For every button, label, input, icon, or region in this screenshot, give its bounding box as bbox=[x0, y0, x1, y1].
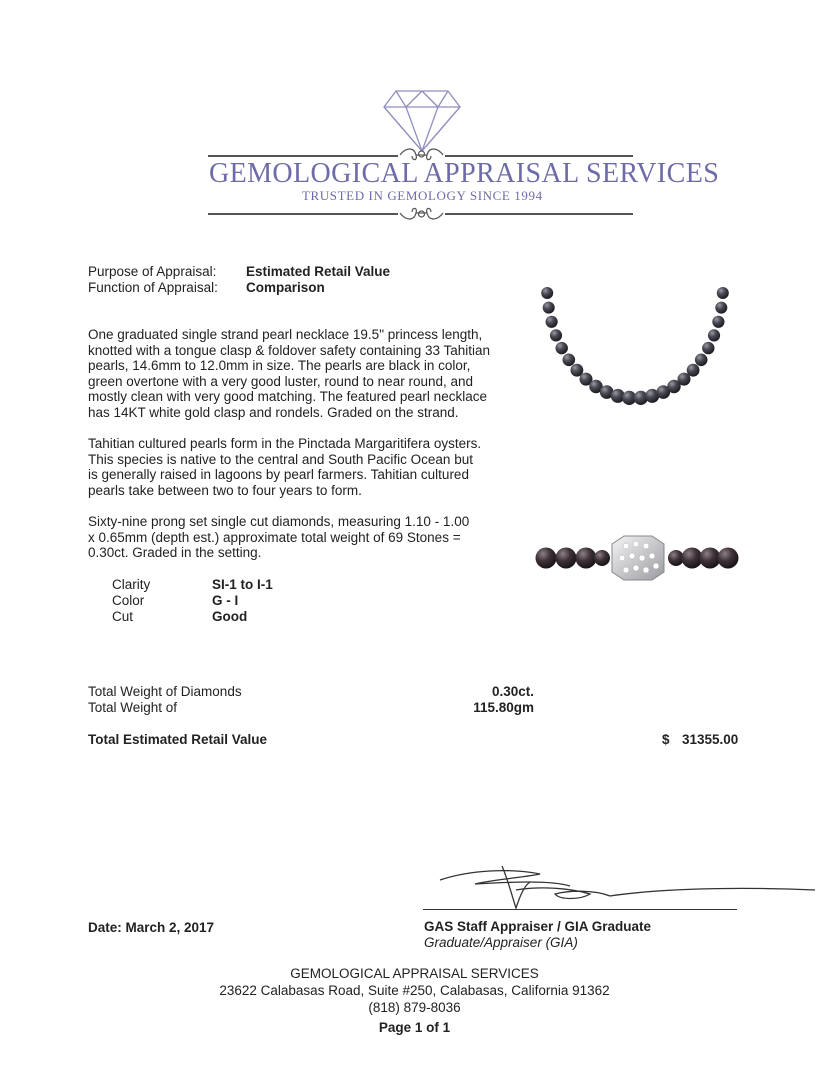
pearl bbox=[700, 548, 721, 569]
pearl bbox=[563, 354, 576, 367]
necklace-photo bbox=[530, 278, 740, 418]
page-number: Page 1 of 1 bbox=[378, 1020, 451, 1035]
grade-value: Good bbox=[212, 609, 248, 624]
description-paragraph: One graduated single strand pearl necklace 19.5" princess length, knotted with a tongue clasp & foldover safety containing 33 Tahitian pearls, 14.6mm to 12.0mm in size. The pearls are black in color, green overtone with a very good luster, round to near round, and mostly clean with very good matching. The featured pearl necklace has 14KT white gold clasp and rondels. Graded on the strand. bbox=[88, 327, 491, 420]
grade-row bbox=[112, 609, 412, 625]
grade-row bbox=[112, 593, 412, 609]
logo-bottom-rule bbox=[208, 213, 398, 215]
appraiser-subtitle: Graduate/Appraiser (GIA) bbox=[424, 935, 578, 950]
description-paragraph: Sixty-nine prong set single cut diamonds, measuring 1.10 - 1.00 x 0.65mm (depth est.) approximate total weight of 69 Stones = 0.30ct. Graded in the setting. bbox=[88, 514, 470, 561]
company-tagline: TRUSTED IN GEMOLOGY SINCE 1994 bbox=[302, 188, 543, 203]
grade-label: Color bbox=[112, 593, 145, 608]
pearl bbox=[702, 342, 714, 354]
pearl bbox=[712, 316, 724, 328]
pearl bbox=[576, 548, 597, 569]
pearl bbox=[695, 354, 708, 367]
logo-top-rule bbox=[445, 155, 633, 157]
logo-top-rule bbox=[208, 155, 398, 157]
pearl bbox=[556, 342, 568, 354]
pearl bbox=[715, 302, 727, 314]
diamond-icon bbox=[382, 89, 462, 153]
total-weight-value: 115.80gm bbox=[473, 700, 534, 715]
total-weight-label: Total Weight of bbox=[88, 700, 178, 715]
appraiser-signature bbox=[420, 860, 820, 920]
grades-table bbox=[112, 577, 412, 625]
footer-phone: (818) 879-8036 bbox=[368, 1000, 461, 1015]
report-date: Date: March 2, 2017 bbox=[88, 920, 215, 935]
appraiser-title: GAS Staff Appraiser / GIA Graduate bbox=[424, 919, 652, 934]
pearl bbox=[543, 302, 555, 314]
pearl bbox=[717, 287, 729, 299]
pearl bbox=[687, 364, 700, 377]
pearl bbox=[708, 329, 720, 341]
function-value: Comparison bbox=[246, 280, 325, 295]
total-retail-value-label: Total Estimated Retail Value bbox=[88, 732, 268, 747]
grade-label: Cut bbox=[112, 609, 134, 624]
signature-line bbox=[423, 909, 737, 910]
purpose-label: Purpose of Appraisal: bbox=[88, 264, 217, 279]
pearl bbox=[556, 548, 577, 569]
logo-bottom-rule bbox=[445, 213, 633, 215]
flourish-icon bbox=[398, 203, 445, 223]
total-diamond-weight-label: Total Weight of Diamonds bbox=[88, 684, 242, 699]
pearl bbox=[682, 548, 703, 569]
description-paragraph: Tahitian cultured pearls form in the Pinctada Margaritifera oysters. This species is native to the central and South Pacific Ocean but is generally raised in lagoons by pearl farmers. Tahitian cultured pearls take between two to four years to form. bbox=[88, 436, 482, 498]
footer-address: 23622 Calabasas Road, Suite #250, Calabasas, California 91362 bbox=[219, 983, 610, 998]
clasp-photo bbox=[534, 530, 740, 586]
purpose-value: Estimated Retail Value bbox=[246, 264, 391, 279]
total-retail-value: 31355.00 bbox=[682, 732, 739, 747]
grade-row bbox=[112, 577, 412, 593]
pearl bbox=[536, 548, 557, 569]
logo bbox=[0, 85, 829, 230]
pearl bbox=[546, 316, 558, 328]
grade-value: G - I bbox=[212, 593, 239, 608]
total-diamond-weight-value: 0.30ct. bbox=[491, 684, 534, 699]
company-name: GEMOLOGICAL APPRAISAL SERVICES bbox=[209, 158, 720, 189]
currency-symbol: $ bbox=[662, 732, 670, 747]
function-label: Function of Appraisal: bbox=[88, 280, 218, 295]
pearl bbox=[718, 548, 739, 569]
grade-value: SI-1 to I-1 bbox=[212, 577, 273, 592]
pearl bbox=[594, 550, 610, 566]
pearl bbox=[541, 287, 553, 299]
grade-label: Clarity bbox=[112, 577, 151, 592]
footer-company: GEMOLOGICAL APPRAISAL SERVICES bbox=[290, 966, 539, 981]
pearl bbox=[550, 329, 562, 341]
